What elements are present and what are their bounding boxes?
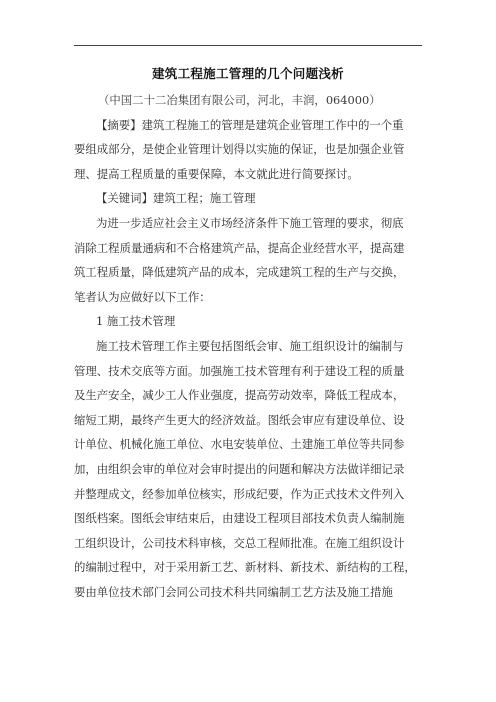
section-heading: 1 施工技术管理	[96, 314, 176, 329]
affiliation-line: （中国二十二冶集团有限公司，河北，丰润，064000）	[98, 93, 381, 107]
paragraph-line: 计单位、机械化施工单位、水电安装单位、土建施工单位等共同参	[74, 437, 405, 452]
paragraph-line: 并整理成文，经参加单位核实，形成纪要，作为正式技术文件列入	[74, 486, 405, 501]
document-body	[74, 88, 424, 604]
header-rule	[74, 45, 422, 46]
document-title: 建筑工程施工管理的几个问题浅析	[151, 66, 344, 81]
paragraph-line: 加，由组织会审的单位对会审时提出的问题和解决方法做详细记录	[74, 461, 405, 476]
keywords-line: 【关键词】建筑工程；施工管理	[96, 191, 256, 206]
abstract-line: 【摘要】建筑工程施工的管理是建筑企业管理工作中的一个重	[96, 117, 404, 132]
paragraph-line: 为进一步适应社会主义市场经济条件下施工管理的要求，彻底	[96, 215, 404, 230]
paragraph-line: 的编制过程中，对于采用新工艺、新材料、新技术、新结构的工程，	[74, 560, 416, 575]
paragraph-line: 筑工程质量，降低建筑产品的成本，完成建筑工程的生产与交换，	[74, 265, 405, 280]
paragraph-line: 及生产安全，减少工人作业强度，提高劳动效率，降低工程成本，	[74, 388, 405, 403]
abstract-line: 理、提高工程质量的重要保障，本文就此进行简要探讨。	[74, 166, 359, 181]
paragraph-line: 缩短工期，最终产生更大的经济效益。图纸会审应有建设单位、设	[74, 412, 405, 427]
paragraph-line: 笔者认为应做好以下工作：	[74, 289, 211, 304]
paragraph-line: 施工技术管理工作主要包括图纸会审、施工组织设计的编制与	[96, 338, 404, 353]
paragraph-line: 管理、技术交底等方面。加强施工技术管理有利于建设工程的质量	[74, 363, 405, 378]
abstract-line: 要组成部分，是使企业管理计划得以实施的保证，也是加强企业管	[74, 142, 405, 157]
paragraph-line: 消除工程质量通病和不合格建筑产品，提高企业经营水平，提高建	[74, 240, 405, 255]
paragraph-line: 图纸档案。图纸会审结束后，由建设工程项目部技术负责人编制施	[74, 511, 405, 526]
paragraph-line: 工组织设计，公司技术科审核，交总工程师批准。在施工组织设计	[74, 535, 405, 550]
paragraph-line: 要由单位技术部门会同公司技术科共同编制工艺方法及施工措施	[74, 584, 393, 599]
